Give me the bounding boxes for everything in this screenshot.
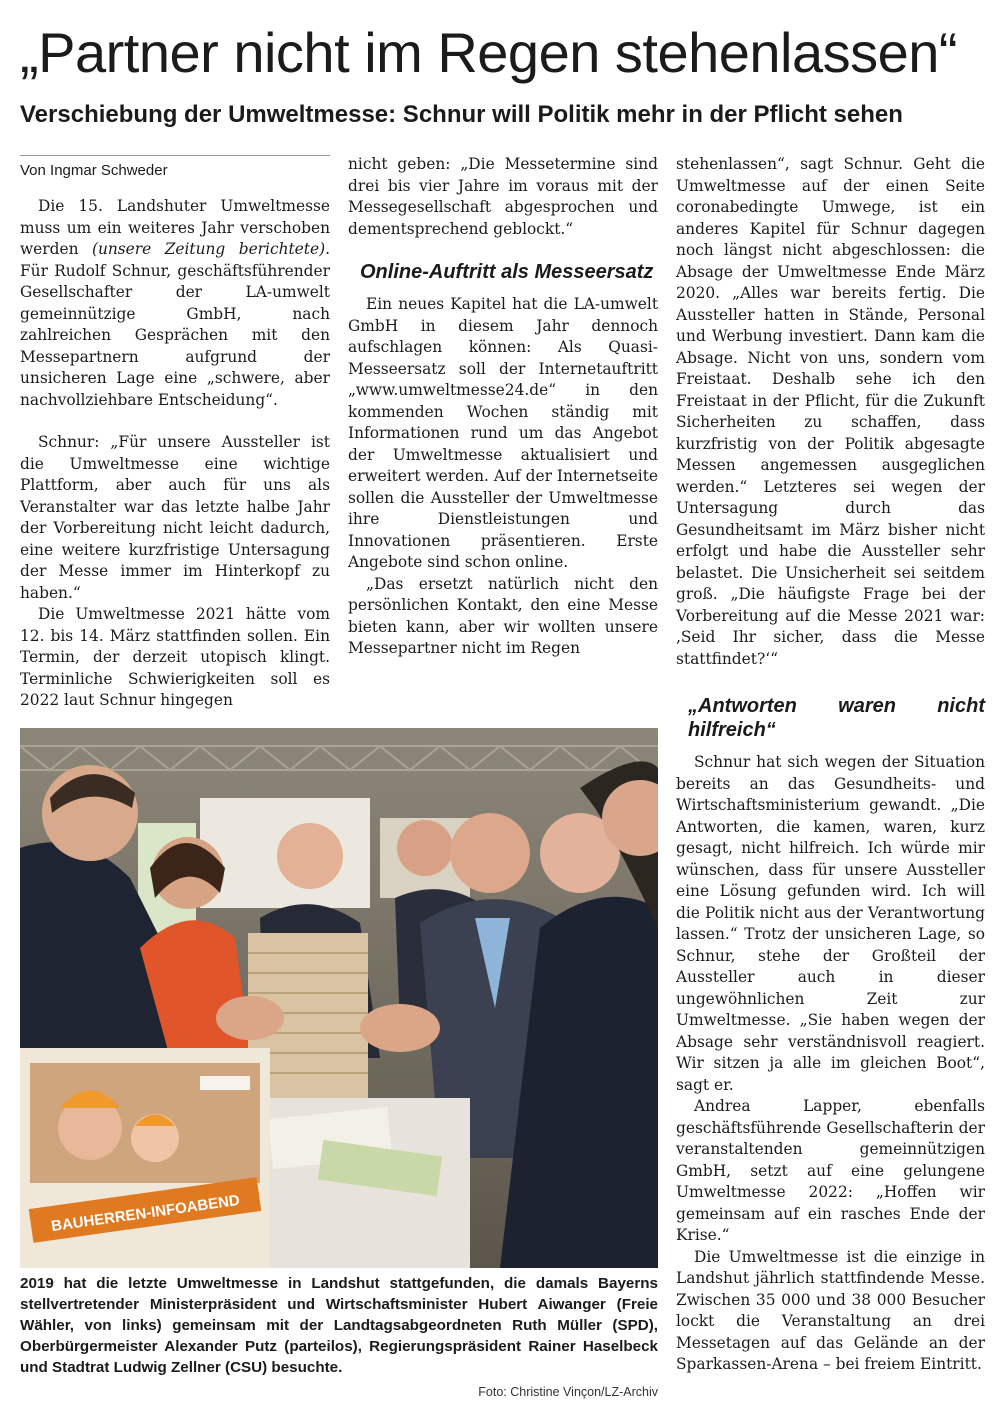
- article-column-1: [20, 196, 330, 712]
- fair-poster: [20, 1048, 270, 1268]
- trade-fair-photo-illustration: [20, 728, 658, 1268]
- section-subhead: Online-Auftritt als Messeersatz: [360, 261, 654, 283]
- paragraph: Andrea Lapper, ebenfalls geschäftsführende Gesellschafterin der veranstaltenden gemeinnützigen GmbH, setzt auf eine gelungene Umweltmesse 2022: „Hoffen wir gemeinsam auf ein rasches Ende der Krise.“: [676, 1097, 985, 1244]
- paragraph: Die 15. Landshuter Umweltmesse muss um ein weiteres Jahr verschoben werden (unsere Zeitung berichtete). Für Rudolf Schnur, geschäftsführender Gesellschafter der LA-umwelt gemeinnützige GmbH, nach zahlreichen Gesprächen mit den Messepartnern aufgrund der unsicheren Lage eine „schwere, aber nachvollziehbare Entscheidung“.: [20, 197, 330, 409]
- paragraph: Schnur: „Für unsere Aussteller ist die Umweltmesse eine wichtige Plattform, aber auch für uns als Veranstalter war das letzte halbe Jahr der Vorbereitung nicht leicht dadurch, eine weitere kurzfristige Untersagung der Messe immer im Hinterkopf zu haben.“: [20, 433, 330, 602]
- byline: Von Ingmar Schweder: [20, 155, 330, 182]
- paragraph: Schnur hat sich wegen der Situation bereits an das Gesundheits- und Wirtschaftsministerium gewandt. „Die Antworten, die kamen, waren, kurz gesagt, nicht hilfreich. Ich würde mir wünschen, dass für unsere Aussteller eine Lösung gefunden wird. Ich will die Politik nicht aus der Verantwortung lassen.“ Trotz der unsicheren Lage, so Schnur, stehe der Großteil der Aussteller auch in dieser ungewöhnlichen Zeit zur Umweltmesse. „Sie haben wegen der Absage sehr verständnisvoll reagiert. Wir sitzen ja alle im gleichen Boot“, sagt er.: [676, 753, 985, 1094]
- news-photo: [20, 728, 658, 1268]
- paragraph: Ein neues Kapitel hat die LA-umwelt GmbH in diesem Jahr dennoch aufschlagen können: Als Quasi-Messeersatz soll der Internetauftritt „www.umweltmesse24.de“ in den kommenden Wochen ständig mit Informationen rund um das Angebot der Umweltmesse aktualisiert und erweitert werden. Auf der Internetseite sollen die Aussteller der Umweltmesse ihre Dienstleistungen und Innovationen präsentieren. Erste Angebote sind schon online.: [348, 295, 658, 571]
- paragraph: nicht geben: „Die Messetermine sind drei bis vier Jahre im voraus mit der Messegesellschaft abgesprochen und dementsprechend geblockt.“: [348, 155, 658, 238]
- article-column-2: [348, 154, 658, 660]
- paragraph: stehenlassen“, sagt Schnur. Geht die Umweltmesse auf der einen Seite coronabedingte Umwege, ist ein anderes Kapitel für Schnur dagegen noch längst nicht abgeschlossen: die Absage der Umweltmesse Ende März 2020. „Alles war bereits fertig. Die Aussteller hatten in Stände, Personal und Werbung investiert. Dann kam die Absage. Nicht von uns, sondern vom Freistaat. Deshalb sehe ich den Freistaat in der Pflicht, für die Zukunft Sicherheiten zu schaffen, dass kurzfristig von der Politik abgesagte Messen angemessen ausgeglichen werden.“ Letzteres sei wegen der Untersagung durch das Gesundheitsamt im März bisher nicht erfolgt und habe die Aussteller sehr belastet. Die Unsicherheit sei seitdem groß. „Die häufigste Frage bei der Vorbereitung auf die Messe 2021 war: ‚Seid Ihr sicher, dass die Messe stattfindet?‘“: [676, 155, 985, 668]
- subheadline: Verschiebung der Umweltmesse: Schnur will Politik mehr in der Pflicht sehen: [20, 101, 903, 128]
- paragraph: Die Umweltmesse ist die einzige in Landshut jährlich stattfindende Messe. Zwischen 35 000 und 38 000 Besucher lockt die Veranstaltung an drei Messetagen auf das Gelände an der Sparkassen-Arena – bei freiem Eintritt.: [676, 1247, 985, 1373]
- photo-credit: Foto: Christine Vinçon/LZ-Archiv: [478, 1385, 658, 1399]
- poster-banner-text: BAUHERREN-INFOABEND: [50, 1191, 241, 1236]
- paragraph: Die Umweltmesse 2021 hätte vom 12. bis 14. März stattfinden sollen. Ein Termin, der derzeit utopisch klingt. Terminliche Schwierigkeiten soll es 2022 laut Schnur hingegen: [20, 605, 330, 709]
- article-column-3: [676, 154, 985, 1376]
- section-subhead: „Antworten waren nicht hilfreich“: [688, 695, 985, 741]
- photo-caption: 2019 hat die letzte Umweltmesse in Landshut stattgefunden, die damals Bayerns stellvertretender Ministerpräsident und Wirtschaftsminister Hubert Aiwanger (Freie Wähler, von links) gemeinsam mit der Landtagsabgeordneten Ruth Müller (SPD), Oberbürgermeister Alexander Putz (parteilos), Regierungspräsident Rainer Haselbeck und Stadtrat Ludwig Zellner (CSU) besuchte.: [20, 1275, 658, 1376]
- paragraph: „Das ersetzt natürlich nicht den persönlichen Kontakt, den eine Messe bieten kann, aber wir wollten unsere Messepartner nicht im Regen: [348, 574, 658, 657]
- headline: „Partner nicht im Regen stehenlassen“: [20, 21, 958, 84]
